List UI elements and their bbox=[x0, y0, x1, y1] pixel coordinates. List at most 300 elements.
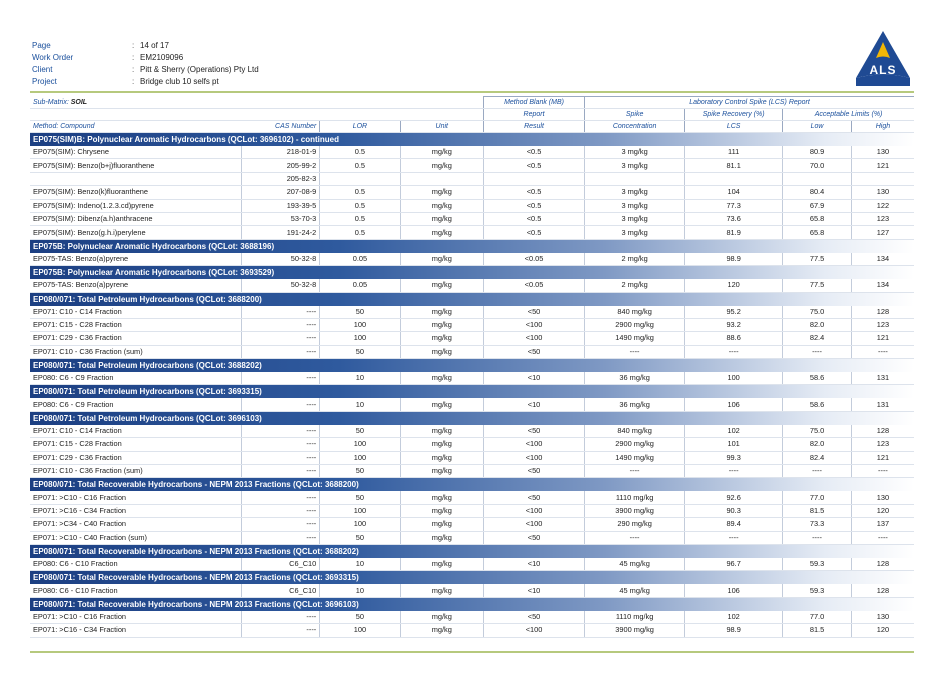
mb-report-subheader: Report bbox=[483, 109, 584, 121]
col-header-lcs: LCS bbox=[685, 121, 783, 133]
lcs-cell: 99.3 bbox=[685, 451, 783, 464]
cas-number-cell: 191-24-2 bbox=[242, 226, 320, 239]
concentration-cell bbox=[585, 172, 685, 185]
result-cell: <100 bbox=[483, 624, 584, 637]
concentration-cell: 3900 mg/kg bbox=[585, 624, 685, 637]
method-compound-cell: EP080: C6 - C9 Fraction bbox=[30, 398, 242, 411]
lcs-cell: 93.2 bbox=[685, 318, 783, 331]
cas-number-cell: C6_C10 bbox=[242, 558, 320, 571]
high-limit-cell: ---- bbox=[851, 345, 914, 358]
header-value: Pitt & Sherry (Operations) Pty Ltd bbox=[140, 65, 259, 74]
high-limit-cell: 131 bbox=[851, 372, 914, 385]
method-compound-cell: EP071: C10 - C14 Fraction bbox=[30, 306, 242, 319]
submatrix-value: SOIL bbox=[70, 98, 88, 106]
high-limit-cell: ---- bbox=[851, 531, 914, 544]
cas-number-cell: ---- bbox=[242, 345, 320, 358]
low-limit-cell: ---- bbox=[783, 345, 852, 358]
result-cell: <0.05 bbox=[483, 253, 584, 266]
table-row bbox=[30, 584, 914, 597]
lcs-cell: 81.1 bbox=[685, 159, 783, 172]
low-limit-cell: 77.5 bbox=[783, 279, 852, 292]
low-limit-cell: 75.0 bbox=[783, 306, 852, 319]
method-compound-cell: EP075(SIM): Benzo(b+j)fluoranthene bbox=[30, 159, 242, 172]
unit-cell: mg/kg bbox=[400, 531, 483, 544]
method-compound-cell: EP071: C10 - C36 Fraction (sum) bbox=[30, 345, 242, 358]
lor-cell bbox=[320, 172, 400, 185]
cas-number-cell: ---- bbox=[242, 398, 320, 411]
cas-number-cell: ---- bbox=[242, 611, 320, 624]
cas-number-cell: 50-32-8 bbox=[242, 253, 320, 266]
method-compound-cell: EP071: C10 - C36 Fraction (sum) bbox=[30, 465, 242, 478]
cas-number-cell: 53-70-3 bbox=[242, 212, 320, 225]
table-row bbox=[30, 279, 914, 292]
section-title: EP075B: Polynuclear Aromatic Hydrocarbons (QCLot: 3688196) bbox=[30, 239, 914, 253]
lcs-cell: 106 bbox=[685, 584, 783, 597]
unit-cell: mg/kg bbox=[400, 425, 483, 438]
acceptable-limits-subheader: Acceptable Limits (%) bbox=[783, 109, 914, 121]
col-header-concentration: Concentration bbox=[585, 121, 685, 133]
result-cell: <0.5 bbox=[483, 212, 584, 225]
concentration-cell: ---- bbox=[585, 345, 685, 358]
high-limit-cell: 123 bbox=[851, 318, 914, 331]
result-cell: <0.5 bbox=[483, 199, 584, 212]
result-cell: <10 bbox=[483, 398, 584, 411]
section-title: EP080/071: Total Recoverable Hydrocarbons - NEPM 2013 Fractions (QCLot: 3688200) bbox=[30, 478, 914, 492]
section-title: EP080/071: Total Recoverable Hydrocarbons - NEPM 2013 Fractions (QCLot: 3688202) bbox=[30, 544, 914, 558]
table-row bbox=[30, 199, 914, 212]
section-header-row bbox=[30, 266, 914, 280]
col-header-low: Low bbox=[783, 121, 852, 133]
table-row bbox=[30, 531, 914, 544]
result-cell: <100 bbox=[483, 318, 584, 331]
header-label: Work Order bbox=[32, 53, 74, 62]
result-cell: <100 bbox=[483, 332, 584, 345]
unit-cell: mg/kg bbox=[400, 491, 483, 504]
concentration-cell: 3 mg/kg bbox=[585, 212, 685, 225]
section-header-row bbox=[30, 411, 914, 425]
method-compound-cell: EP075-TAS: Benzo(a)pyrene bbox=[30, 253, 242, 266]
cas-number-cell: ---- bbox=[242, 504, 320, 517]
cas-number-cell: ---- bbox=[242, 465, 320, 478]
low-limit-cell: 59.3 bbox=[783, 584, 852, 597]
section-header-row bbox=[30, 239, 914, 253]
low-limit-cell: 82.0 bbox=[783, 318, 852, 331]
lor-cell: 0.5 bbox=[320, 212, 400, 225]
result-cell: <0.5 bbox=[483, 146, 584, 159]
method-compound-cell bbox=[30, 172, 242, 185]
high-limit-cell: 128 bbox=[851, 425, 914, 438]
cas-number-cell: ---- bbox=[242, 531, 320, 544]
section-header-row bbox=[30, 133, 914, 147]
spike-recovery-subheader: Spike Recovery (%) bbox=[685, 109, 783, 121]
concentration-cell: 840 mg/kg bbox=[585, 306, 685, 319]
result-cell: <50 bbox=[483, 425, 584, 438]
cas-number-cell: ---- bbox=[242, 318, 320, 331]
high-limit-cell: 130 bbox=[851, 146, 914, 159]
header-row-page bbox=[32, 40, 259, 52]
high-limit-cell: 120 bbox=[851, 504, 914, 517]
low-limit-cell: ---- bbox=[783, 465, 852, 478]
lcs-cell: 88.6 bbox=[685, 332, 783, 345]
cas-number-cell: ---- bbox=[242, 306, 320, 319]
method-compound-cell: EP080: C6 - C10 Fraction bbox=[30, 584, 242, 597]
result-cell: <100 bbox=[483, 438, 584, 451]
table-row bbox=[30, 345, 914, 358]
lcs-cell: 111 bbox=[685, 146, 783, 159]
lcs-cell: 102 bbox=[685, 611, 783, 624]
result-cell: <50 bbox=[483, 491, 584, 504]
high-limit-cell: 122 bbox=[851, 199, 914, 212]
logo-text: ALS bbox=[869, 63, 897, 77]
high-limit-cell: 123 bbox=[851, 212, 914, 225]
high-limit-cell: 131 bbox=[851, 398, 914, 411]
cas-number-cell: ---- bbox=[242, 451, 320, 464]
table-row bbox=[30, 186, 914, 199]
header-value: 14 of 17 bbox=[140, 41, 169, 50]
high-limit-cell: 134 bbox=[851, 279, 914, 292]
report-body bbox=[30, 133, 914, 638]
unit-cell: mg/kg bbox=[400, 306, 483, 319]
lcs-cell: 100 bbox=[685, 372, 783, 385]
table-row bbox=[30, 212, 914, 225]
unit-cell: mg/kg bbox=[400, 624, 483, 637]
lor-cell: 0.5 bbox=[320, 226, 400, 239]
col-header-high: High bbox=[851, 121, 914, 133]
lor-cell: 100 bbox=[320, 332, 400, 345]
method-compound-cell: EP071: C29 - C36 Fraction bbox=[30, 332, 242, 345]
high-limit-cell: 121 bbox=[851, 451, 914, 464]
table-row bbox=[30, 306, 914, 319]
header-value: EM2109096 bbox=[140, 53, 184, 62]
cas-number-cell: 218-01-9 bbox=[242, 146, 320, 159]
cas-number-cell: 205-99-2 bbox=[242, 159, 320, 172]
high-limit-cell: 128 bbox=[851, 558, 914, 571]
table-row bbox=[30, 504, 914, 517]
low-limit-cell bbox=[783, 172, 852, 185]
unit-cell: mg/kg bbox=[400, 438, 483, 451]
lor-cell: 0.05 bbox=[320, 253, 400, 266]
low-limit-cell: 81.5 bbox=[783, 504, 852, 517]
table-row bbox=[30, 159, 914, 172]
section-title: EP080/071: Total Petroleum Hydrocarbons (QCLot: 3696103) bbox=[30, 411, 914, 425]
col-header-unit: Unit bbox=[400, 121, 483, 133]
unit-cell: mg/kg bbox=[400, 398, 483, 411]
section-title: EP075(SIM)B: Polynuclear Aromatic Hydrocarbons (QCLot: 3696102) - continued bbox=[30, 133, 914, 147]
low-limit-cell: 65.8 bbox=[783, 212, 852, 225]
lcs-cell: 104 bbox=[685, 186, 783, 199]
unit-cell: mg/kg bbox=[400, 199, 483, 212]
high-limit-cell: 128 bbox=[851, 584, 914, 597]
unit-cell: mg/kg bbox=[400, 279, 483, 292]
lor-cell: 0.05 bbox=[320, 279, 400, 292]
low-limit-cell: 59.3 bbox=[783, 558, 852, 571]
low-limit-cell: 58.6 bbox=[783, 372, 852, 385]
header-colon: : bbox=[132, 53, 135, 62]
method-compound-cell: EP071: C10 - C14 Fraction bbox=[30, 425, 242, 438]
col-header-lor: LOR bbox=[320, 121, 400, 133]
section-title: EP080/071: Total Petroleum Hydrocarbons (QCLot: 3693315) bbox=[30, 385, 914, 399]
column-header-row bbox=[30, 121, 914, 133]
lcs-cell: 92.6 bbox=[685, 491, 783, 504]
result-cell: <10 bbox=[483, 584, 584, 597]
lcs-cell: 90.3 bbox=[685, 504, 783, 517]
high-limit-cell: 120 bbox=[851, 624, 914, 637]
col-header-cas: CAS Number bbox=[242, 121, 320, 133]
table-row bbox=[30, 318, 914, 331]
qc-report-table bbox=[30, 96, 914, 638]
header-divider bbox=[30, 91, 914, 93]
cas-number-cell: ---- bbox=[242, 332, 320, 345]
low-limit-cell: 73.3 bbox=[783, 518, 852, 531]
concentration-cell: 290 mg/kg bbox=[585, 518, 685, 531]
low-limit-cell: ---- bbox=[783, 531, 852, 544]
unit-cell bbox=[400, 172, 483, 185]
low-limit-cell: 82.4 bbox=[783, 451, 852, 464]
concentration-cell: 45 mg/kg bbox=[585, 558, 685, 571]
result-cell: <10 bbox=[483, 558, 584, 571]
col-header-result: Result bbox=[483, 121, 584, 133]
low-limit-cell: 81.5 bbox=[783, 624, 852, 637]
lcs-cell: 95.2 bbox=[685, 306, 783, 319]
mb-group-header: Method Blank (MB) bbox=[483, 97, 584, 109]
result-cell: <50 bbox=[483, 531, 584, 544]
high-limit-cell: 123 bbox=[851, 438, 914, 451]
result-cell: <0.5 bbox=[483, 226, 584, 239]
result-cell: <50 bbox=[483, 465, 584, 478]
concentration-cell: ---- bbox=[585, 465, 685, 478]
unit-cell: mg/kg bbox=[400, 332, 483, 345]
lcs-cell: 89.4 bbox=[685, 518, 783, 531]
low-limit-cell: 82.4 bbox=[783, 332, 852, 345]
section-title: EP080/071: Total Recoverable Hydrocarbons - NEPM 2013 Fractions (QCLot: 3696103) bbox=[30, 597, 914, 611]
lor-cell: 100 bbox=[320, 438, 400, 451]
low-limit-cell: 67.9 bbox=[783, 199, 852, 212]
table-row bbox=[30, 491, 914, 504]
header-row-groups bbox=[30, 97, 914, 109]
table-row bbox=[30, 253, 914, 266]
unit-cell: mg/kg bbox=[400, 226, 483, 239]
unit-cell: mg/kg bbox=[400, 159, 483, 172]
high-limit-cell bbox=[851, 172, 914, 185]
spike-subheader: Spike bbox=[585, 109, 685, 121]
table-row bbox=[30, 332, 914, 345]
low-limit-cell: 80.4 bbox=[783, 186, 852, 199]
header-colon: : bbox=[132, 65, 135, 74]
lor-cell: 0.5 bbox=[320, 186, 400, 199]
method-compound-cell: EP071: >C10 - C40 Fraction (sum) bbox=[30, 531, 242, 544]
low-limit-cell: 77.0 bbox=[783, 611, 852, 624]
section-title: EP080/071: Total Petroleum Hydrocarbons (QCLot: 3688200) bbox=[30, 292, 914, 306]
lor-cell: 50 bbox=[320, 611, 400, 624]
method-compound-cell: EP075(SIM): Chrysene bbox=[30, 146, 242, 159]
submatrix-label: Sub-Matrix: bbox=[33, 98, 69, 106]
lor-cell: 0.5 bbox=[320, 146, 400, 159]
lor-cell: 0.5 bbox=[320, 199, 400, 212]
concentration-cell: 3 mg/kg bbox=[585, 186, 685, 199]
table-row bbox=[30, 451, 914, 464]
section-header-row bbox=[30, 359, 914, 373]
result-cell: <50 bbox=[483, 306, 584, 319]
lcs-cell: ---- bbox=[685, 345, 783, 358]
table-row bbox=[30, 146, 914, 159]
als-logo bbox=[852, 28, 914, 88]
lcs-cell bbox=[685, 172, 783, 185]
unit-cell: mg/kg bbox=[400, 504, 483, 517]
unit-cell: mg/kg bbox=[400, 518, 483, 531]
concentration-cell: 1490 mg/kg bbox=[585, 451, 685, 464]
unit-cell: mg/kg bbox=[400, 212, 483, 225]
concentration-cell: 2900 mg/kg bbox=[585, 318, 685, 331]
cas-number-cell: ---- bbox=[242, 624, 320, 637]
lcs-cell: ---- bbox=[685, 531, 783, 544]
table-row bbox=[30, 398, 914, 411]
lor-cell: 0.5 bbox=[320, 159, 400, 172]
unit-cell: mg/kg bbox=[400, 318, 483, 331]
result-cell: <50 bbox=[483, 611, 584, 624]
lcs-cell: 98.9 bbox=[685, 253, 783, 266]
lor-cell: 50 bbox=[320, 531, 400, 544]
high-limit-cell: 121 bbox=[851, 159, 914, 172]
method-compound-cell: EP071: >C16 - C34 Fraction bbox=[30, 504, 242, 517]
concentration-cell: 2 mg/kg bbox=[585, 253, 685, 266]
section-header-row bbox=[30, 544, 914, 558]
lor-cell: 100 bbox=[320, 624, 400, 637]
method-compound-cell: EP080: C6 - C9 Fraction bbox=[30, 372, 242, 385]
lcs-cell: 98.9 bbox=[685, 624, 783, 637]
col-header-method: Method: Compound bbox=[30, 121, 242, 133]
header-label: Page bbox=[32, 41, 51, 50]
concentration-cell: 45 mg/kg bbox=[585, 584, 685, 597]
concentration-cell: 2 mg/kg bbox=[585, 279, 685, 292]
header-row-work-order bbox=[32, 52, 259, 64]
lor-cell: 10 bbox=[320, 584, 400, 597]
table-row bbox=[30, 558, 914, 571]
unit-cell: mg/kg bbox=[400, 345, 483, 358]
concentration-cell: 3 mg/kg bbox=[585, 159, 685, 172]
cas-number-cell: 193-39-5 bbox=[242, 199, 320, 212]
lcs-group-header: Laboratory Control Spike (LCS) Report bbox=[585, 97, 914, 109]
high-limit-cell: 121 bbox=[851, 332, 914, 345]
concentration-cell: 3 mg/kg bbox=[585, 199, 685, 212]
header-colon: : bbox=[132, 41, 135, 50]
low-limit-cell: 58.6 bbox=[783, 398, 852, 411]
cas-number-cell: ---- bbox=[242, 518, 320, 531]
lor-cell: 100 bbox=[320, 451, 400, 464]
table-row bbox=[30, 465, 914, 478]
lcs-cell: 106 bbox=[685, 398, 783, 411]
cas-number-cell: 205-82-3 bbox=[242, 172, 320, 185]
lcs-cell: 96.7 bbox=[685, 558, 783, 571]
unit-cell: mg/kg bbox=[400, 146, 483, 159]
lcs-cell: 101 bbox=[685, 438, 783, 451]
lor-cell: 100 bbox=[320, 318, 400, 331]
header-colon: : bbox=[132, 77, 135, 86]
result-cell bbox=[483, 172, 584, 185]
method-compound-cell: EP075(SIM): Dibenz(a.h)anthracene bbox=[30, 212, 242, 225]
lcs-cell: 77.3 bbox=[685, 199, 783, 212]
cas-number-cell: ---- bbox=[242, 438, 320, 451]
section-title: EP080/071: Total Recoverable Hydrocarbons - NEPM 2013 Fractions (QCLot: 3693315) bbox=[30, 571, 914, 585]
section-title: EP075B: Polynuclear Aromatic Hydrocarbons (QCLot: 3693529) bbox=[30, 266, 914, 280]
result-cell: <50 bbox=[483, 345, 584, 358]
concentration-cell: 3900 mg/kg bbox=[585, 504, 685, 517]
concentration-cell: ---- bbox=[585, 531, 685, 544]
concentration-cell: 1110 mg/kg bbox=[585, 611, 685, 624]
section-header-row bbox=[30, 385, 914, 399]
header-row-project bbox=[32, 76, 259, 88]
lor-cell: 50 bbox=[320, 306, 400, 319]
unit-cell: mg/kg bbox=[400, 451, 483, 464]
cas-number-cell: ---- bbox=[242, 425, 320, 438]
unit-cell: mg/kg bbox=[400, 465, 483, 478]
concentration-cell: 36 mg/kg bbox=[585, 398, 685, 411]
method-compound-cell: EP071: C29 - C36 Fraction bbox=[30, 451, 242, 464]
high-limit-cell: ---- bbox=[851, 465, 914, 478]
unit-cell: mg/kg bbox=[400, 253, 483, 266]
unit-cell: mg/kg bbox=[400, 372, 483, 385]
table-row bbox=[30, 624, 914, 637]
method-compound-cell: EP071: C15 - C28 Fraction bbox=[30, 438, 242, 451]
header-label: Project bbox=[32, 77, 57, 86]
lor-cell: 50 bbox=[320, 491, 400, 504]
lor-cell: 50 bbox=[320, 345, 400, 358]
unit-cell: mg/kg bbox=[400, 584, 483, 597]
method-compound-cell: EP071: >C10 - C16 Fraction bbox=[30, 491, 242, 504]
header-spacer bbox=[30, 109, 483, 121]
low-limit-cell: 77.0 bbox=[783, 491, 852, 504]
high-limit-cell: 127 bbox=[851, 226, 914, 239]
result-cell: <100 bbox=[483, 518, 584, 531]
result-cell: <100 bbox=[483, 504, 584, 517]
result-cell: <10 bbox=[483, 372, 584, 385]
high-limit-cell: 137 bbox=[851, 518, 914, 531]
high-limit-cell: 128 bbox=[851, 306, 914, 319]
high-limit-cell: 130 bbox=[851, 186, 914, 199]
header-label: Client bbox=[32, 65, 53, 74]
lor-cell: 10 bbox=[320, 372, 400, 385]
concentration-cell: 840 mg/kg bbox=[585, 425, 685, 438]
lor-cell: 10 bbox=[320, 398, 400, 411]
lor-cell: 100 bbox=[320, 504, 400, 517]
lcs-cell: 102 bbox=[685, 425, 783, 438]
low-limit-cell: 75.0 bbox=[783, 425, 852, 438]
section-title: EP080/071: Total Petroleum Hydrocarbons (QCLot: 3688202) bbox=[30, 359, 914, 373]
header-row-sub bbox=[30, 109, 914, 121]
section-header-row bbox=[30, 571, 914, 585]
table-row bbox=[30, 172, 914, 185]
lor-cell: 100 bbox=[320, 518, 400, 531]
low-limit-cell: 65.8 bbox=[783, 226, 852, 239]
high-limit-cell: 134 bbox=[851, 253, 914, 266]
lcs-cell: 120 bbox=[685, 279, 783, 292]
concentration-cell: 3 mg/kg bbox=[585, 146, 685, 159]
concentration-cell: 1490 mg/kg bbox=[585, 332, 685, 345]
low-limit-cell: 70.0 bbox=[783, 159, 852, 172]
low-limit-cell: 77.5 bbox=[783, 253, 852, 266]
cas-number-cell: 207-08-9 bbox=[242, 186, 320, 199]
footer-divider bbox=[30, 651, 914, 653]
concentration-cell: 3 mg/kg bbox=[585, 226, 685, 239]
method-compound-cell: EP080: C6 - C10 Fraction bbox=[30, 558, 242, 571]
table-row bbox=[30, 611, 914, 624]
unit-cell: mg/kg bbox=[400, 186, 483, 199]
lcs-cell: 73.6 bbox=[685, 212, 783, 225]
table-row bbox=[30, 518, 914, 531]
concentration-cell: 2900 mg/kg bbox=[585, 438, 685, 451]
low-limit-cell: 82.0 bbox=[783, 438, 852, 451]
method-compound-cell: EP075(SIM): Benzo(g.h.i)perylene bbox=[30, 226, 242, 239]
cas-number-cell: ---- bbox=[242, 372, 320, 385]
